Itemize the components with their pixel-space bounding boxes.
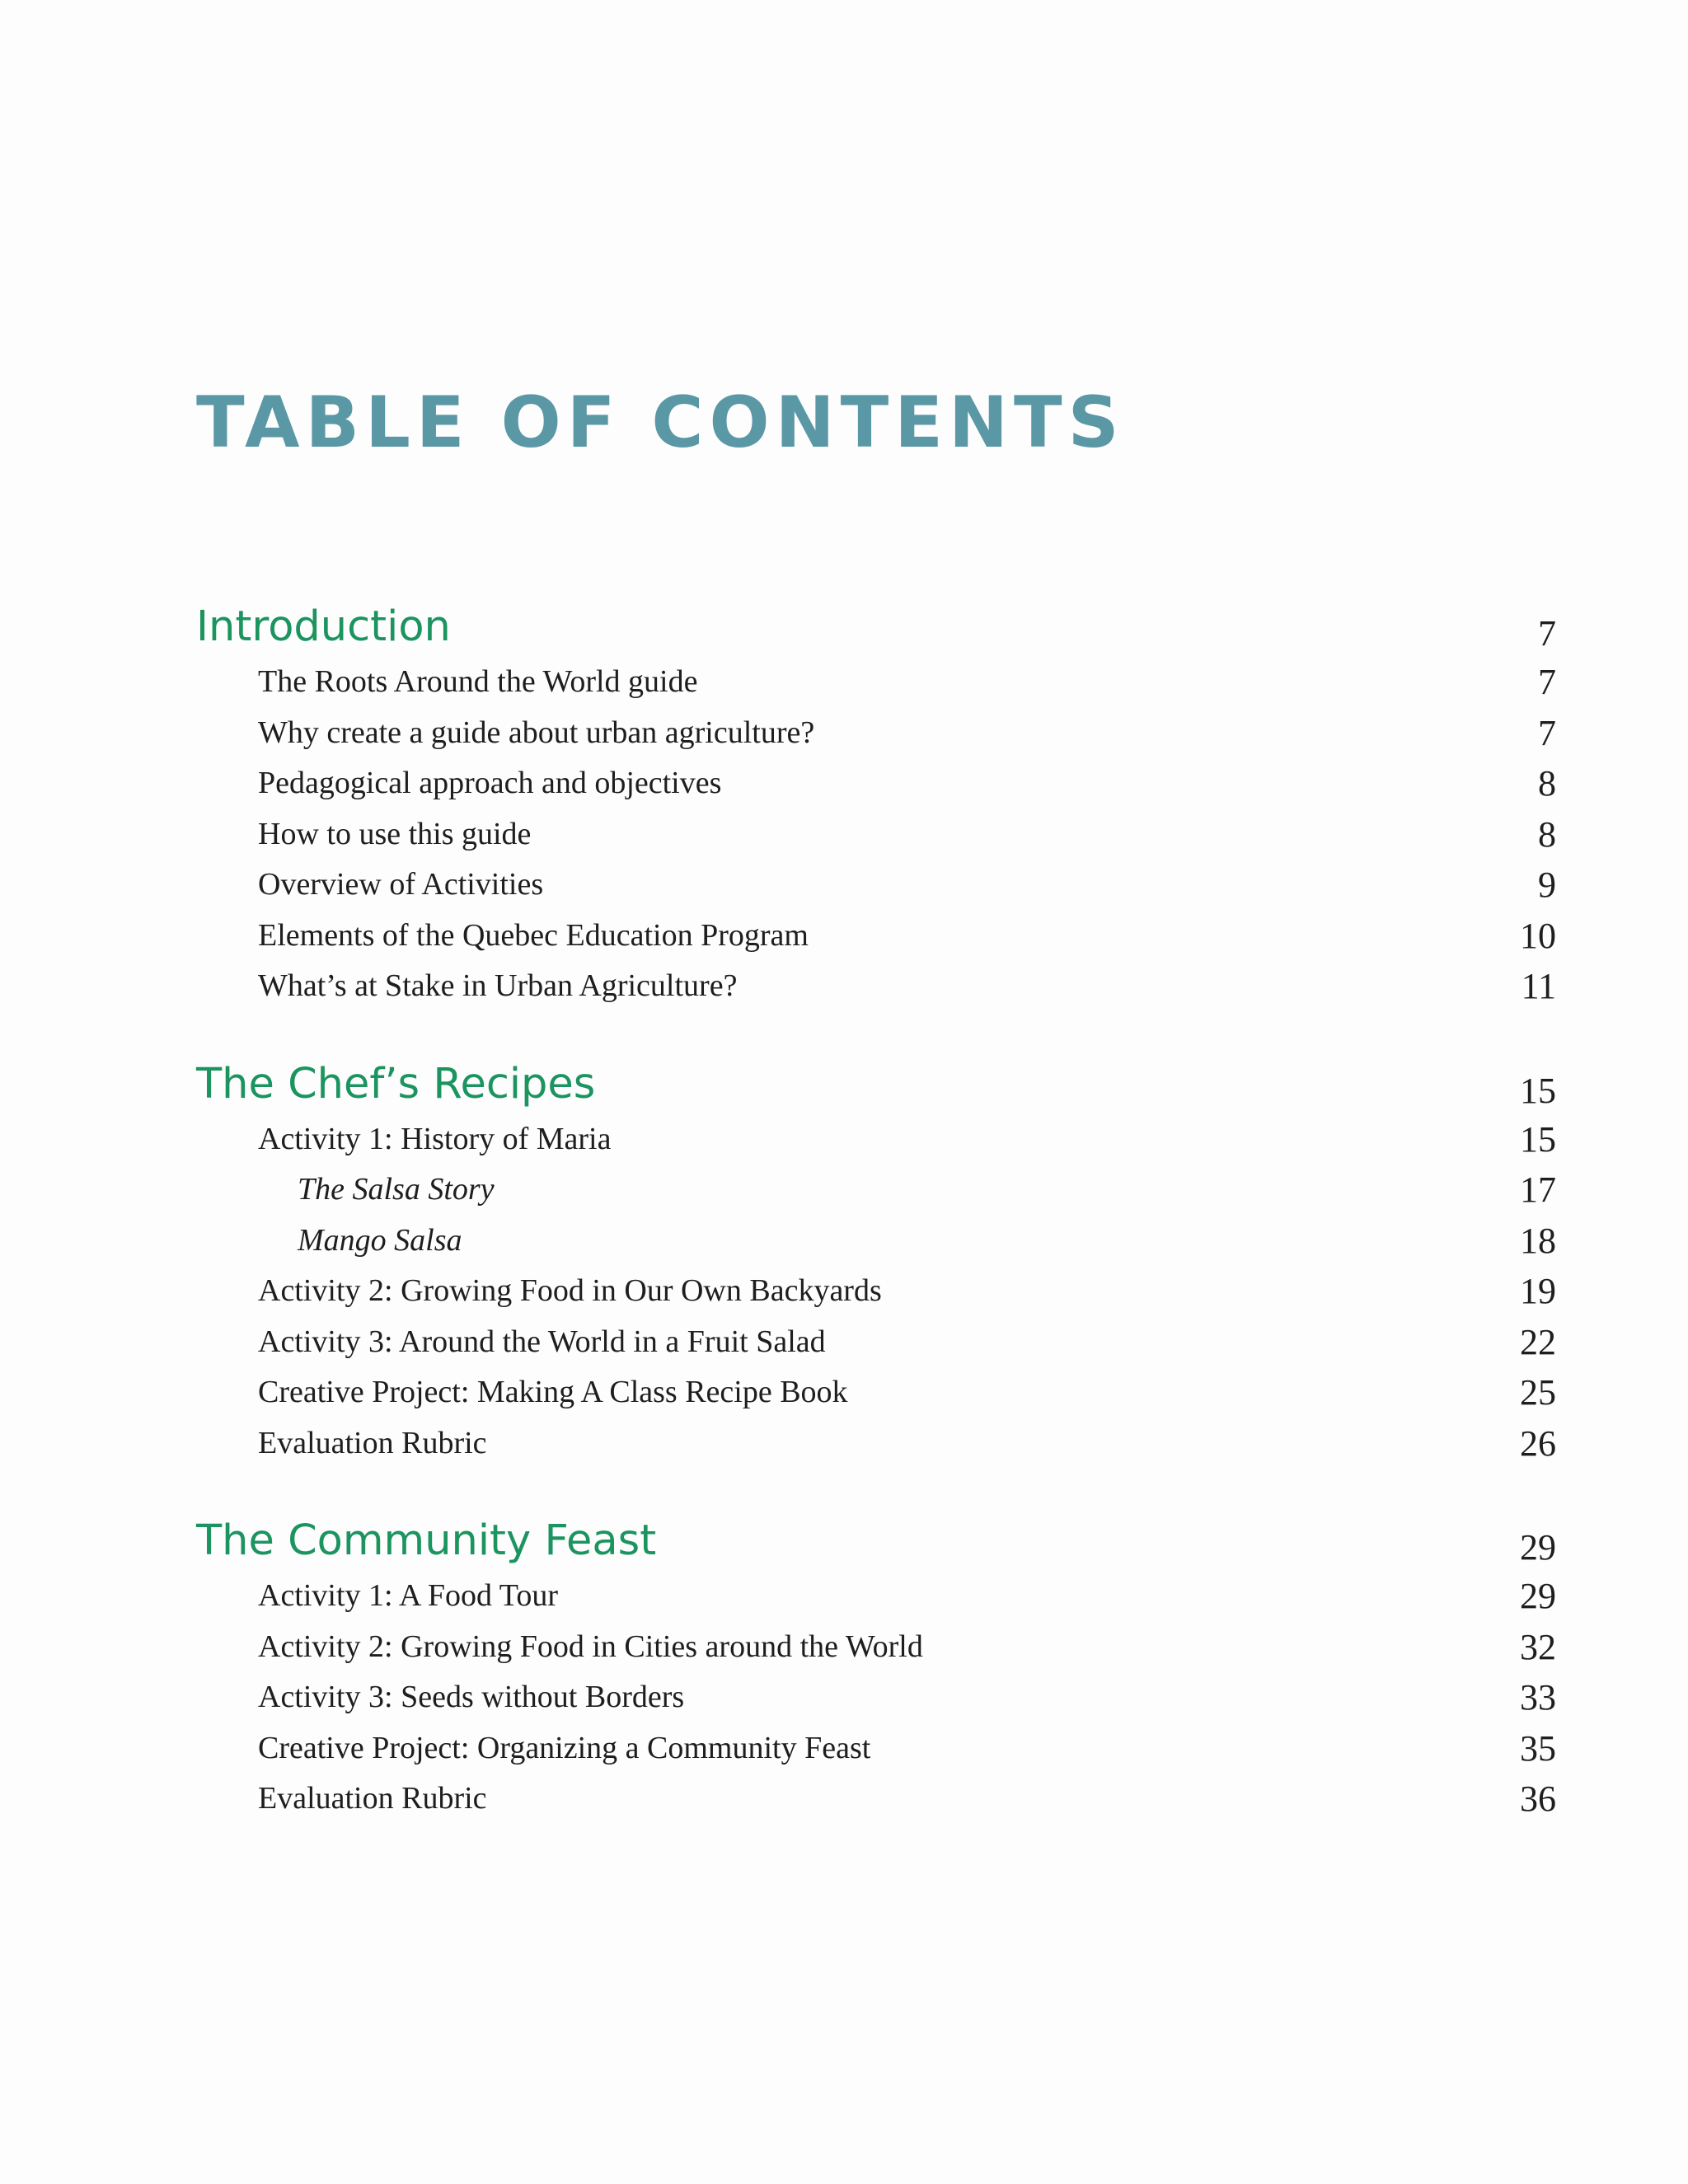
toc-entry[interactable] bbox=[196, 708, 1556, 759]
page-number: 25 bbox=[1520, 1372, 1556, 1413]
toc-entry[interactable] bbox=[196, 1774, 1556, 1825]
toc-entry-label: Activity 2: Growing Food in Cities around the World bbox=[258, 1629, 923, 1664]
page-title: TABLE OF CONTENTS bbox=[196, 382, 1125, 464]
toc-entry[interactable] bbox=[196, 1418, 1556, 1469]
toc-entry[interactable] bbox=[196, 961, 1556, 1012]
section-heading-label: The Chef’s Recipes bbox=[196, 1059, 596, 1108]
toc-entry[interactable] bbox=[196, 1367, 1556, 1418]
page-number: 15 bbox=[1520, 1118, 1556, 1160]
page-number: 29 bbox=[1520, 1576, 1556, 1616]
toc-entry-label: The Roots Around the World guide bbox=[258, 664, 698, 699]
toc-entry-label: Mango Salsa bbox=[298, 1222, 462, 1258]
toc-entry[interactable] bbox=[196, 1571, 1556, 1622]
toc-section-heading[interactable] bbox=[196, 1511, 1556, 1571]
table-of-contents bbox=[196, 598, 1556, 1868]
toc-entry-label: How to use this guide bbox=[258, 816, 532, 851]
toc-entry[interactable] bbox=[196, 1216, 1556, 1267]
toc-entry-label: Evaluation Rubric bbox=[258, 1425, 487, 1460]
section-heading-label: Introduction bbox=[196, 602, 451, 651]
toc-entry-label: What’s at Stake in Urban Agriculture? bbox=[258, 968, 738, 1003]
toc-section-heading[interactable] bbox=[196, 598, 1556, 657]
toc-entry[interactable] bbox=[196, 860, 1556, 911]
toc-entry[interactable] bbox=[196, 1165, 1556, 1216]
toc-section bbox=[196, 1511, 1556, 1825]
page-number: 19 bbox=[1520, 1271, 1556, 1311]
page-number: 18 bbox=[1520, 1220, 1556, 1261]
page-number: 26 bbox=[1520, 1422, 1556, 1464]
toc-entry[interactable] bbox=[196, 758, 1556, 809]
toc-entry-label: Pedagogical approach and objectives bbox=[258, 766, 722, 800]
page-number: 33 bbox=[1520, 1677, 1556, 1718]
toc-entry[interactable] bbox=[196, 911, 1556, 962]
toc-entry[interactable] bbox=[196, 1317, 1556, 1368]
toc-entry-label: Elements of the Quebec Education Program bbox=[258, 917, 809, 953]
toc-entry-label: Activity 1: A Food Tour bbox=[258, 1578, 559, 1613]
page-number: 8 bbox=[1538, 763, 1556, 804]
page-number: 17 bbox=[1520, 1169, 1556, 1210]
page-number: 8 bbox=[1538, 813, 1556, 855]
page-number: 29 bbox=[1520, 1527, 1556, 1568]
toc-entry[interactable] bbox=[196, 1723, 1556, 1774]
toc-entry[interactable] bbox=[196, 657, 1556, 708]
toc-section bbox=[196, 1055, 1556, 1469]
toc-section-heading[interactable] bbox=[196, 1055, 1556, 1114]
toc-entry[interactable] bbox=[196, 809, 1556, 860]
toc-entry-label: Creative Project: Organizing a Community Feast bbox=[258, 1730, 871, 1765]
toc-entry-label: Overview of Activities bbox=[258, 867, 544, 902]
toc-entry-label: Evaluation Rubric bbox=[258, 1781, 487, 1816]
page-number: 10 bbox=[1520, 915, 1556, 956]
toc-entry-label: Activity 1: History of Maria bbox=[258, 1121, 612, 1156]
page-number: 11 bbox=[1521, 966, 1556, 1006]
page-number: 7 bbox=[1538, 613, 1556, 654]
toc-entry-label: Activity 3: Around the World in a Fruit Salad bbox=[258, 1324, 826, 1359]
page-number: 32 bbox=[1520, 1626, 1556, 1667]
page-number: 15 bbox=[1520, 1070, 1556, 1111]
toc-entry-label: Activity 3: Seeds without Borders bbox=[258, 1680, 685, 1714]
page-number: 22 bbox=[1520, 1321, 1556, 1362]
toc-entry[interactable] bbox=[196, 1266, 1556, 1317]
page-number: 7 bbox=[1538, 712, 1556, 753]
page-number: 9 bbox=[1538, 865, 1556, 905]
page-number: 7 bbox=[1538, 662, 1556, 702]
page-number: 35 bbox=[1520, 1727, 1556, 1769]
section-heading-label: The Community Feast bbox=[196, 1516, 657, 1565]
toc-entry[interactable] bbox=[196, 1114, 1556, 1165]
toc-entry-label: Activity 2: Growing Food in Our Own Backyards bbox=[258, 1273, 882, 1308]
toc-section bbox=[196, 598, 1556, 1012]
toc-entry[interactable] bbox=[196, 1622, 1556, 1673]
toc-entry[interactable] bbox=[196, 1672, 1556, 1723]
toc-entry-label: The Salsa Story bbox=[298, 1172, 495, 1207]
toc-entry-label: Creative Project: Making A Class Recipe Book bbox=[258, 1375, 848, 1409]
page-number: 36 bbox=[1520, 1779, 1556, 1819]
toc-entry-label: Why create a guide about urban agriculture? bbox=[258, 715, 815, 750]
